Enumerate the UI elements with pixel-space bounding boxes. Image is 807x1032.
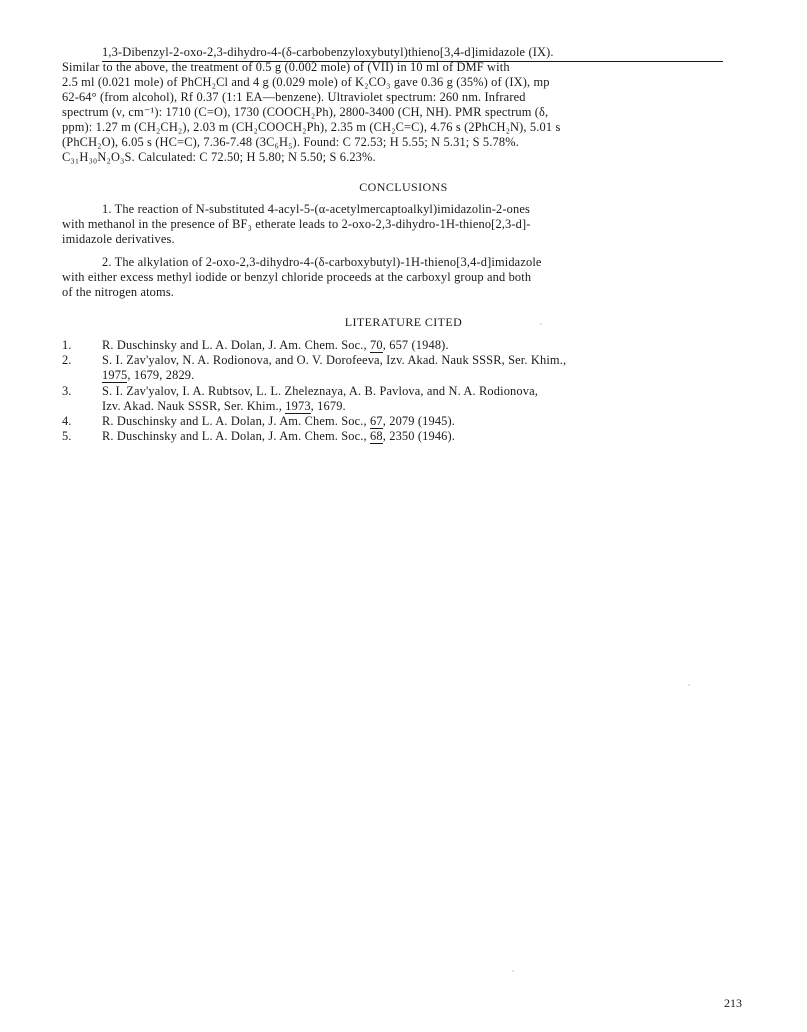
- compound-line: (PhCH₂O), 6.05 s (HC=C), 7.36-7.48 (3C₆H₅). Found: C 72.53; H 5.55; N 5.31; S 5.78%.: [62, 135, 519, 149]
- year-underlined: 1973: [285, 399, 311, 413]
- conclusion-line: 1. The reaction of N-substituted 4-acyl-5-(α-acetylmercaptoalkyl)imidazolin-2-ones: [102, 202, 530, 216]
- reference-text: S. I. Zav'yalov, I. A. Rubtsov, L. L. Zheleznaya, A. B. Pavlova, and N. A. Rodionova,: [102, 384, 538, 398]
- literature-heading: LITERATURE CITED: [344, 315, 463, 329]
- reference-text: S. I. Zav'yalov, N. A. Rodionova, and O. V. Dorofeeva, Izv. Akad. Nauk SSSR, Ser. Khim.,: [102, 353, 567, 367]
- conclusion-line: with methanol in the presence of BF₃ etherate leads to 2-oxo-2,3-dihydro-1H-thieno[2,3-d]-: [62, 217, 531, 231]
- conclusion-line: imidazole derivatives.: [62, 232, 175, 246]
- compound-line: Similar to the above, the treatment of 0.5 g (0.002 mole) of (VII) in 10 ml of DMF with: [62, 60, 510, 74]
- scan-speck: [688, 684, 690, 686]
- conclusion-line: 2. The alkylation of 2-oxo-2,3-dihydro-4-(δ-carboxybutyl)-1H-thieno[3,4-d]imidazole: [102, 255, 542, 269]
- reference-number: 5.: [62, 429, 72, 443]
- reference-text: 1975, 1679, 2829.: [102, 368, 195, 382]
- compound-line: 2.5 ml (0.021 mole) of PhCH₂Cl and 4 g (0.029 mole) of K₂CO₃ gave 0.36 g (35%) of (IX), mp: [62, 75, 550, 89]
- reference-number: 2.: [62, 353, 72, 367]
- compound-line: 62-64° (from alcohol), Rf 0.37 (1:1 EA—benzene). Ultraviolet spectrum: 260 nm. Infrared: [62, 90, 526, 104]
- reference-number: 1.: [62, 338, 72, 352]
- reference-text: R. Duschinsky and L. A. Dolan, J. Am. Chem. Soc., 68, 2350 (1946).: [102, 429, 456, 443]
- volume-underlined: 67: [370, 414, 383, 428]
- compound-title: 1,3-Dibenzyl-2-oxo-2,3-dihydro-4-(δ-carbobenzyloxybutyl)thieno[3,4-d]imidazole (IX).: [102, 45, 554, 59]
- scan-speck: [540, 323, 542, 325]
- conclusion-line: with either excess methyl iodide or benzyl chloride proceeds at the carboxyl group and both: [62, 270, 532, 284]
- page-number: 213: [724, 996, 742, 1010]
- reference-number: 3.: [62, 384, 72, 398]
- compound-line: ppm): 1.27 m (CH₂CH₂), 2.03 m (CH₂COOCH₂Ph), 2.35 m (CH₂C=C), 4.76 s (2PhCH₂N), 5.01 s: [62, 120, 561, 134]
- reference-text: R. Duschinsky and L. A. Dolan, J. Am. Chem. Soc., 67, 2079 (1945).: [102, 414, 456, 428]
- compound-line: spectrum (ν, cm⁻¹): 1710 (C=O), 1730 (COOCH₂Ph), 2800-3400 (CH, NH). PMR spectrum (δ,: [62, 105, 549, 119]
- volume-underlined: 70: [370, 338, 383, 352]
- compound-line: C₃₁H₃₀N₂O₃S. Calculated: C 72.50; H 5.80; N 5.50; S 6.23%.: [62, 150, 376, 164]
- reference-text: Izv. Akad. Nauk SSSR, Ser. Khim., 1973, 1679.: [102, 399, 346, 413]
- conclusions-heading: CONCLUSIONS: [359, 180, 448, 194]
- scan-speck: [512, 970, 514, 972]
- reference-number: 4.: [62, 414, 72, 428]
- volume-underlined: 68: [370, 429, 383, 443]
- reference-text: R. Duschinsky and L. A. Dolan, J. Am. Chem. Soc., 70, 657 (1948).: [102, 338, 449, 352]
- year-underlined: 1975: [102, 368, 128, 382]
- conclusion-line: of the nitrogen atoms.: [62, 285, 175, 299]
